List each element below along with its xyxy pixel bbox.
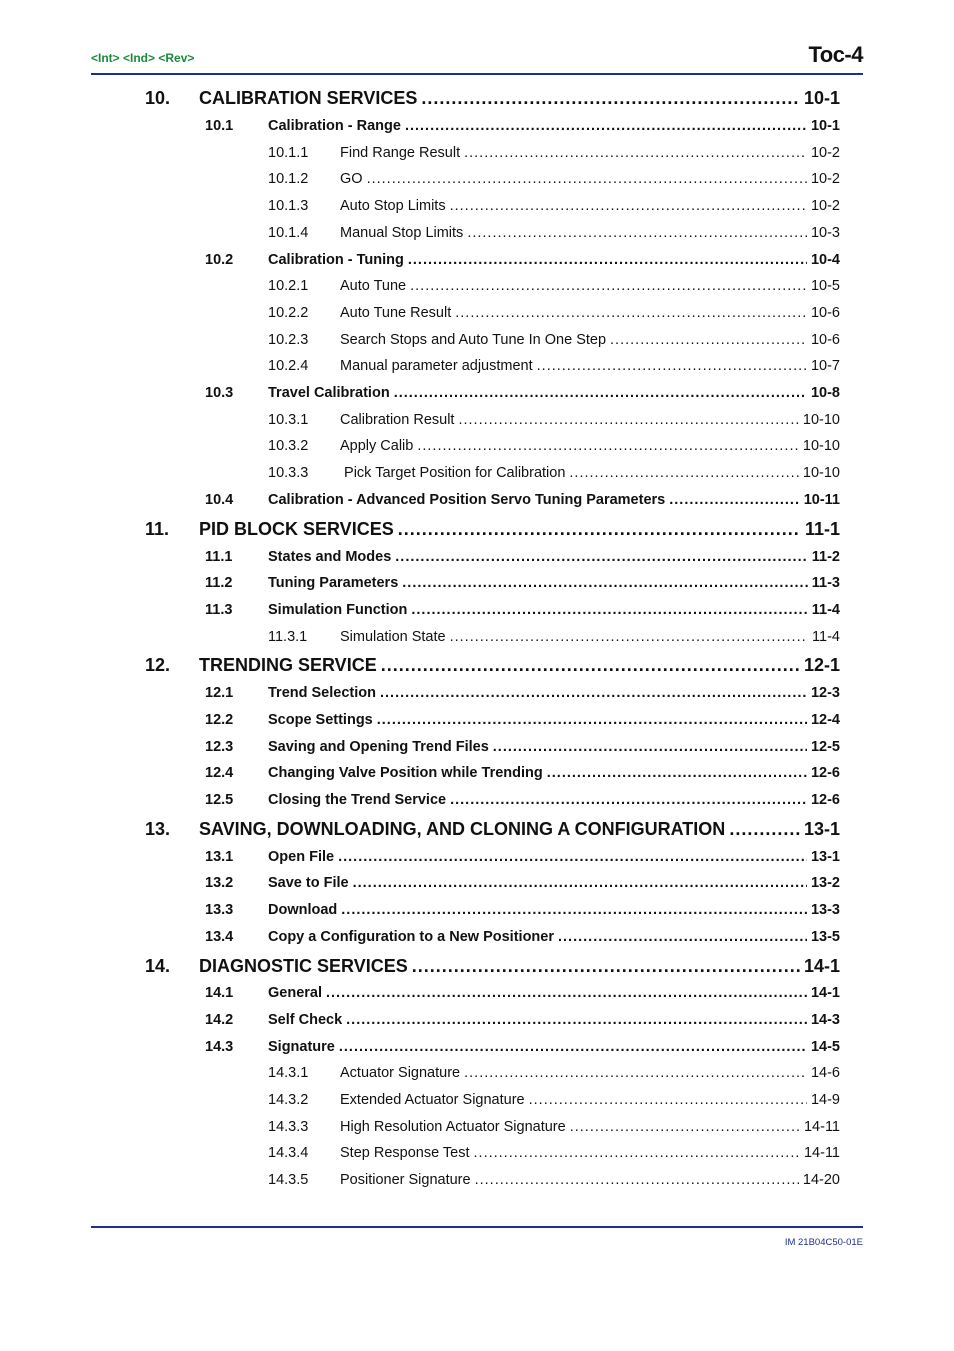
toc-entry[interactable] bbox=[268, 171, 840, 187]
toc-entry-number: 12. bbox=[145, 655, 171, 675]
toc-entry[interactable] bbox=[205, 1039, 840, 1055]
dot-leader bbox=[405, 118, 807, 134]
toc-entry-number: 12.4 bbox=[205, 765, 234, 781]
toc-entry[interactable] bbox=[205, 549, 840, 565]
dot-leader bbox=[421, 88, 800, 109]
toc-entry[interactable] bbox=[145, 88, 840, 109]
toc-entry-number: 13.1 bbox=[205, 849, 234, 865]
toc-entry[interactable] bbox=[205, 875, 840, 891]
toc-entry-title: Scope Settings bbox=[268, 712, 373, 728]
dot-leader bbox=[402, 575, 807, 591]
dot-leader bbox=[394, 385, 807, 401]
toc-entry-number: 11.1 bbox=[205, 549, 233, 565]
toc-entry[interactable] bbox=[268, 198, 840, 214]
toc-entry-page: 12-4 bbox=[810, 712, 840, 728]
toc-entry-page: 14-11 bbox=[803, 1119, 840, 1135]
dot-leader bbox=[380, 685, 807, 701]
toc-entry-title: Extended Actuator Signature bbox=[340, 1092, 525, 1108]
toc-entry-title: Simulation Function bbox=[268, 602, 408, 618]
toc-entry-number: 10.1 bbox=[205, 118, 234, 134]
dot-leader bbox=[558, 929, 807, 945]
toc-entry-number: 12.3 bbox=[205, 739, 234, 755]
toc-entry-page: 11-4 bbox=[811, 602, 840, 618]
dot-leader bbox=[729, 819, 800, 840]
dot-leader bbox=[411, 602, 807, 618]
dot-leader bbox=[455, 305, 807, 321]
toc-entry[interactable] bbox=[145, 956, 840, 977]
toc-entry-title: Auto Stop Limits bbox=[340, 198, 446, 214]
toc-entry[interactable] bbox=[268, 1172, 840, 1188]
toc-entry-page: 10-10 bbox=[802, 465, 840, 481]
toc-entry-number: 14. bbox=[145, 956, 171, 976]
toc-entry-number: 14.3.5 bbox=[268, 1172, 309, 1188]
toc-entry-page: 12-6 bbox=[810, 765, 840, 781]
footer-rule bbox=[91, 1226, 863, 1228]
toc-entry[interactable] bbox=[145, 655, 840, 676]
toc-entry-number: 10.3.1 bbox=[268, 412, 309, 428]
toc-entry-number: 10.3 bbox=[205, 385, 234, 401]
document-id: IM 21B04C50-01E bbox=[784, 1237, 863, 1248]
dot-leader bbox=[410, 278, 807, 294]
toc-entry-number: 10.2.3 bbox=[268, 332, 309, 348]
dot-leader bbox=[381, 655, 800, 676]
toc-entry[interactable] bbox=[268, 412, 840, 428]
toc-entry-page: 14-6 bbox=[810, 1065, 840, 1081]
toc-entry-title: Travel Calibration bbox=[268, 385, 390, 401]
toc-entry-page: 10-5 bbox=[810, 278, 840, 294]
toc-entry-title: Saving and Opening Trend Files bbox=[268, 739, 489, 755]
toc-entry[interactable] bbox=[205, 252, 840, 268]
toc-entry[interactable] bbox=[205, 575, 840, 591]
toc-entry-page: 13-1 bbox=[803, 819, 840, 839]
page-label: Toc-4 bbox=[808, 42, 863, 67]
dot-leader bbox=[475, 1172, 799, 1188]
toc-entry-number: 14.3.4 bbox=[268, 1145, 309, 1161]
toc-entry-title: GO bbox=[340, 171, 363, 187]
revision-tags: <Int> <Ind> <Rev> bbox=[91, 51, 195, 65]
toc-entry-page: 10-1 bbox=[810, 118, 840, 134]
dot-leader bbox=[669, 492, 799, 508]
toc-entry[interactable] bbox=[268, 629, 840, 645]
dot-leader bbox=[474, 1145, 800, 1161]
toc-entry[interactable] bbox=[205, 685, 840, 701]
toc-entry-page: 13-5 bbox=[810, 929, 840, 945]
toc-entry-number: 14.2 bbox=[205, 1012, 234, 1028]
toc-entry-page: 14-5 bbox=[810, 1039, 840, 1055]
toc-entry-page: 10-2 bbox=[810, 145, 840, 161]
dot-leader bbox=[464, 145, 807, 161]
toc-entry-page: 14-20 bbox=[802, 1172, 840, 1188]
toc-entry-title: Open File bbox=[268, 849, 335, 865]
toc-entry-title: Calibration - Advanced Position Servo Tuning Parameters bbox=[268, 492, 666, 508]
dot-leader bbox=[338, 849, 807, 865]
toc-entry-page: 10-10 bbox=[802, 438, 840, 454]
toc-entry-number: 10.2.2 bbox=[268, 305, 309, 321]
toc-entry-number: 11.2 bbox=[205, 575, 233, 591]
toc-entry-title: Manual parameter adjustment bbox=[340, 358, 533, 374]
toc-entry-page: 14-3 bbox=[810, 1012, 840, 1028]
toc-entry-number: 12.2 bbox=[205, 712, 234, 728]
toc-entry-title: Calibration - Range bbox=[268, 118, 401, 134]
toc-entry-title: Find Range Result bbox=[340, 145, 461, 161]
toc-entry[interactable] bbox=[268, 358, 840, 374]
toc-entry-title: Pick Target Position for Calibration bbox=[340, 465, 566, 481]
dot-leader bbox=[547, 765, 807, 781]
toc-entry-title: Auto Tune bbox=[340, 278, 407, 294]
toc-entry[interactable] bbox=[268, 1092, 840, 1108]
dot-leader bbox=[450, 792, 807, 808]
toc-entry[interactable] bbox=[268, 1145, 840, 1161]
toc-entry[interactable] bbox=[268, 1065, 840, 1081]
dot-leader bbox=[450, 198, 807, 214]
toc-entry-page: 10-10 bbox=[802, 412, 840, 428]
toc-entry[interactable] bbox=[268, 1119, 840, 1135]
toc-entry-page: 11-2 bbox=[811, 549, 840, 565]
dot-leader bbox=[341, 902, 807, 918]
toc-entry-title: States and Modes bbox=[268, 549, 392, 565]
header-rule bbox=[91, 73, 863, 75]
toc-entry-page: 11-4 bbox=[812, 629, 840, 645]
toc-entry-title: Changing Valve Position while Trending bbox=[268, 765, 543, 781]
dot-leader bbox=[353, 875, 807, 891]
toc-entry-page: 10-7 bbox=[810, 358, 840, 374]
toc-entry-number: 11.3 bbox=[205, 602, 233, 618]
dot-leader bbox=[570, 1119, 800, 1135]
toc-entry-number: 11.3.1 bbox=[268, 629, 308, 645]
toc-entry-number: 10.1.1 bbox=[268, 145, 309, 161]
toc-entry-title: Positioner Signature bbox=[340, 1172, 471, 1188]
dot-leader bbox=[569, 465, 799, 481]
toc-entry-page: 14-1 bbox=[803, 956, 840, 976]
dot-leader bbox=[450, 629, 808, 645]
toc-entry-title: Calibration Result bbox=[340, 412, 455, 428]
toc-entry-number: 10.2.4 bbox=[268, 358, 309, 374]
toc-entry-page: 13-2 bbox=[810, 875, 840, 891]
dot-leader bbox=[417, 438, 799, 454]
toc-entry-title: Apply Calib bbox=[340, 438, 414, 454]
toc-entry[interactable] bbox=[205, 902, 840, 918]
dot-leader bbox=[458, 412, 798, 428]
dot-leader bbox=[537, 358, 807, 374]
toc-entry[interactable] bbox=[205, 929, 840, 945]
toc-entry-page: 12-5 bbox=[810, 739, 840, 755]
dot-leader bbox=[493, 739, 807, 755]
toc-entry-title: Copy a Configuration to a New Positioner bbox=[268, 929, 554, 945]
dot-leader bbox=[610, 332, 807, 348]
toc-entry-title: Calibration - Tuning bbox=[268, 252, 404, 268]
toc-entry-title: SAVING, DOWNLOADING, AND CLONING A CONFIGURATION bbox=[199, 819, 726, 839]
toc-entry-number: 11. bbox=[145, 519, 170, 539]
toc-entry-title: Closing the Trend Service bbox=[268, 792, 447, 808]
dot-leader bbox=[398, 519, 801, 540]
toc-entry[interactable] bbox=[268, 278, 840, 294]
toc-entry[interactable] bbox=[268, 438, 840, 454]
toc-entry-title: Search Stops and Auto Tune In One Step bbox=[340, 332, 607, 348]
toc-entry-title: Self Check bbox=[268, 1012, 343, 1028]
toc-entry-title: Download bbox=[268, 902, 338, 918]
toc-entry-title: General bbox=[268, 985, 322, 1001]
toc-entry-page: 10-3 bbox=[810, 225, 840, 241]
toc-entry-page: 10-2 bbox=[810, 198, 840, 214]
toc-entry[interactable] bbox=[205, 118, 840, 134]
toc-entry-number: 12.5 bbox=[205, 792, 234, 808]
dot-leader bbox=[412, 956, 800, 977]
toc-entry-title: TRENDING SERVICE bbox=[199, 655, 377, 675]
toc-entry-title: CALIBRATION SERVICES bbox=[199, 88, 418, 108]
toc-entry-number: 10.1.4 bbox=[268, 225, 309, 241]
dot-leader bbox=[395, 549, 807, 565]
toc-entry-page: 10-11 bbox=[803, 492, 840, 508]
toc-entry-page: 13-1 bbox=[810, 849, 840, 865]
toc-entry-title: Auto Tune Result bbox=[340, 305, 452, 321]
toc-entry-title: Signature bbox=[268, 1039, 335, 1055]
toc-entry-page: 13-3 bbox=[810, 902, 840, 918]
toc-entry[interactable] bbox=[205, 602, 840, 618]
toc-entry-number: 14.3.1 bbox=[268, 1065, 309, 1081]
toc-entry-title: Manual Stop Limits bbox=[340, 225, 464, 241]
toc-entry-page: 11-1 bbox=[804, 519, 840, 539]
dot-leader bbox=[464, 1065, 807, 1081]
toc-entry-title: Step Response Test bbox=[340, 1145, 470, 1161]
toc-entry[interactable] bbox=[145, 519, 840, 540]
toc-entry-title: Save to File bbox=[268, 875, 349, 891]
dot-leader bbox=[529, 1092, 807, 1108]
toc-entry-number: 10.3.2 bbox=[268, 438, 309, 454]
toc-entry-page: 10-2 bbox=[810, 171, 840, 187]
dot-leader bbox=[467, 225, 807, 241]
toc-entry-number: 14.3.2 bbox=[268, 1092, 309, 1108]
toc-entry-number: 10.4 bbox=[205, 492, 234, 508]
toc-entry-page: 11-3 bbox=[811, 575, 840, 591]
toc-entry[interactable] bbox=[268, 145, 840, 161]
toc-entry[interactable] bbox=[205, 385, 840, 401]
dot-leader bbox=[408, 252, 807, 268]
toc-entry-number: 12.1 bbox=[205, 685, 234, 701]
toc-entry-number: 13.4 bbox=[205, 929, 234, 945]
toc-entry-number: 13. bbox=[145, 819, 171, 839]
toc-entry[interactable] bbox=[205, 985, 840, 1001]
toc-entry[interactable] bbox=[205, 765, 840, 781]
toc-entry-number: 10.2 bbox=[205, 252, 234, 268]
toc-entry-page: 10-8 bbox=[810, 385, 840, 401]
toc-entry-page: 10-4 bbox=[810, 252, 840, 268]
toc-entry[interactable] bbox=[145, 819, 840, 840]
dot-leader bbox=[346, 1012, 807, 1028]
toc-entry-number: 10.1.2 bbox=[268, 171, 309, 187]
toc-entry[interactable] bbox=[205, 739, 840, 755]
dot-leader bbox=[326, 985, 807, 1001]
toc-entry[interactable] bbox=[205, 849, 840, 865]
toc-entry-page: 10-6 bbox=[810, 332, 840, 348]
toc-entry-title: Tuning Parameters bbox=[268, 575, 399, 591]
toc-entry-title: Trend Selection bbox=[268, 685, 376, 701]
toc-entry-title: Actuator Signature bbox=[340, 1065, 461, 1081]
toc-entry[interactable] bbox=[205, 1012, 840, 1028]
toc-entry[interactable] bbox=[268, 465, 840, 481]
toc-entry[interactable] bbox=[268, 225, 840, 241]
dot-leader bbox=[367, 171, 807, 187]
toc-entry-page: 12-3 bbox=[810, 685, 840, 701]
toc-entry-number: 10. bbox=[145, 88, 171, 108]
toc-entry-title: High Resolution Actuator Signature bbox=[340, 1119, 566, 1135]
toc-entry-number: 13.3 bbox=[205, 902, 234, 918]
toc-entry-page: 14-9 bbox=[810, 1092, 840, 1108]
toc-entry-number: 10.2.1 bbox=[268, 278, 309, 294]
toc-entry[interactable] bbox=[268, 332, 840, 348]
toc-entry-title: Simulation State bbox=[340, 629, 446, 645]
toc-entry-page: 14-11 bbox=[803, 1145, 840, 1161]
toc-entry-page: 10-1 bbox=[803, 88, 840, 108]
toc-entry-number: 14.1 bbox=[205, 985, 234, 1001]
toc-entry-number: 10.3.3 bbox=[268, 465, 309, 481]
toc-entry[interactable] bbox=[268, 305, 840, 321]
toc-entry-title: DIAGNOSTIC SERVICES bbox=[199, 956, 408, 976]
toc-entry-page: 10-6 bbox=[810, 305, 840, 321]
dot-leader bbox=[339, 1039, 807, 1055]
toc-entry-number: 14.3 bbox=[205, 1039, 234, 1055]
toc-entry[interactable] bbox=[205, 712, 840, 728]
dot-leader bbox=[377, 712, 807, 728]
toc-entry-title: PID BLOCK SERVICES bbox=[199, 519, 394, 539]
toc-entry-page: 12-1 bbox=[803, 655, 840, 675]
toc-entry-number: 10.1.3 bbox=[268, 198, 309, 214]
toc-entry-page: 14-1 bbox=[810, 985, 840, 1001]
toc-entry[interactable] bbox=[205, 792, 840, 808]
toc-entry-page: 12-6 bbox=[810, 792, 840, 808]
toc-entry-number: 13.2 bbox=[205, 875, 234, 891]
toc-entry-number: 14.3.3 bbox=[268, 1119, 309, 1135]
toc-entry[interactable] bbox=[205, 492, 840, 508]
